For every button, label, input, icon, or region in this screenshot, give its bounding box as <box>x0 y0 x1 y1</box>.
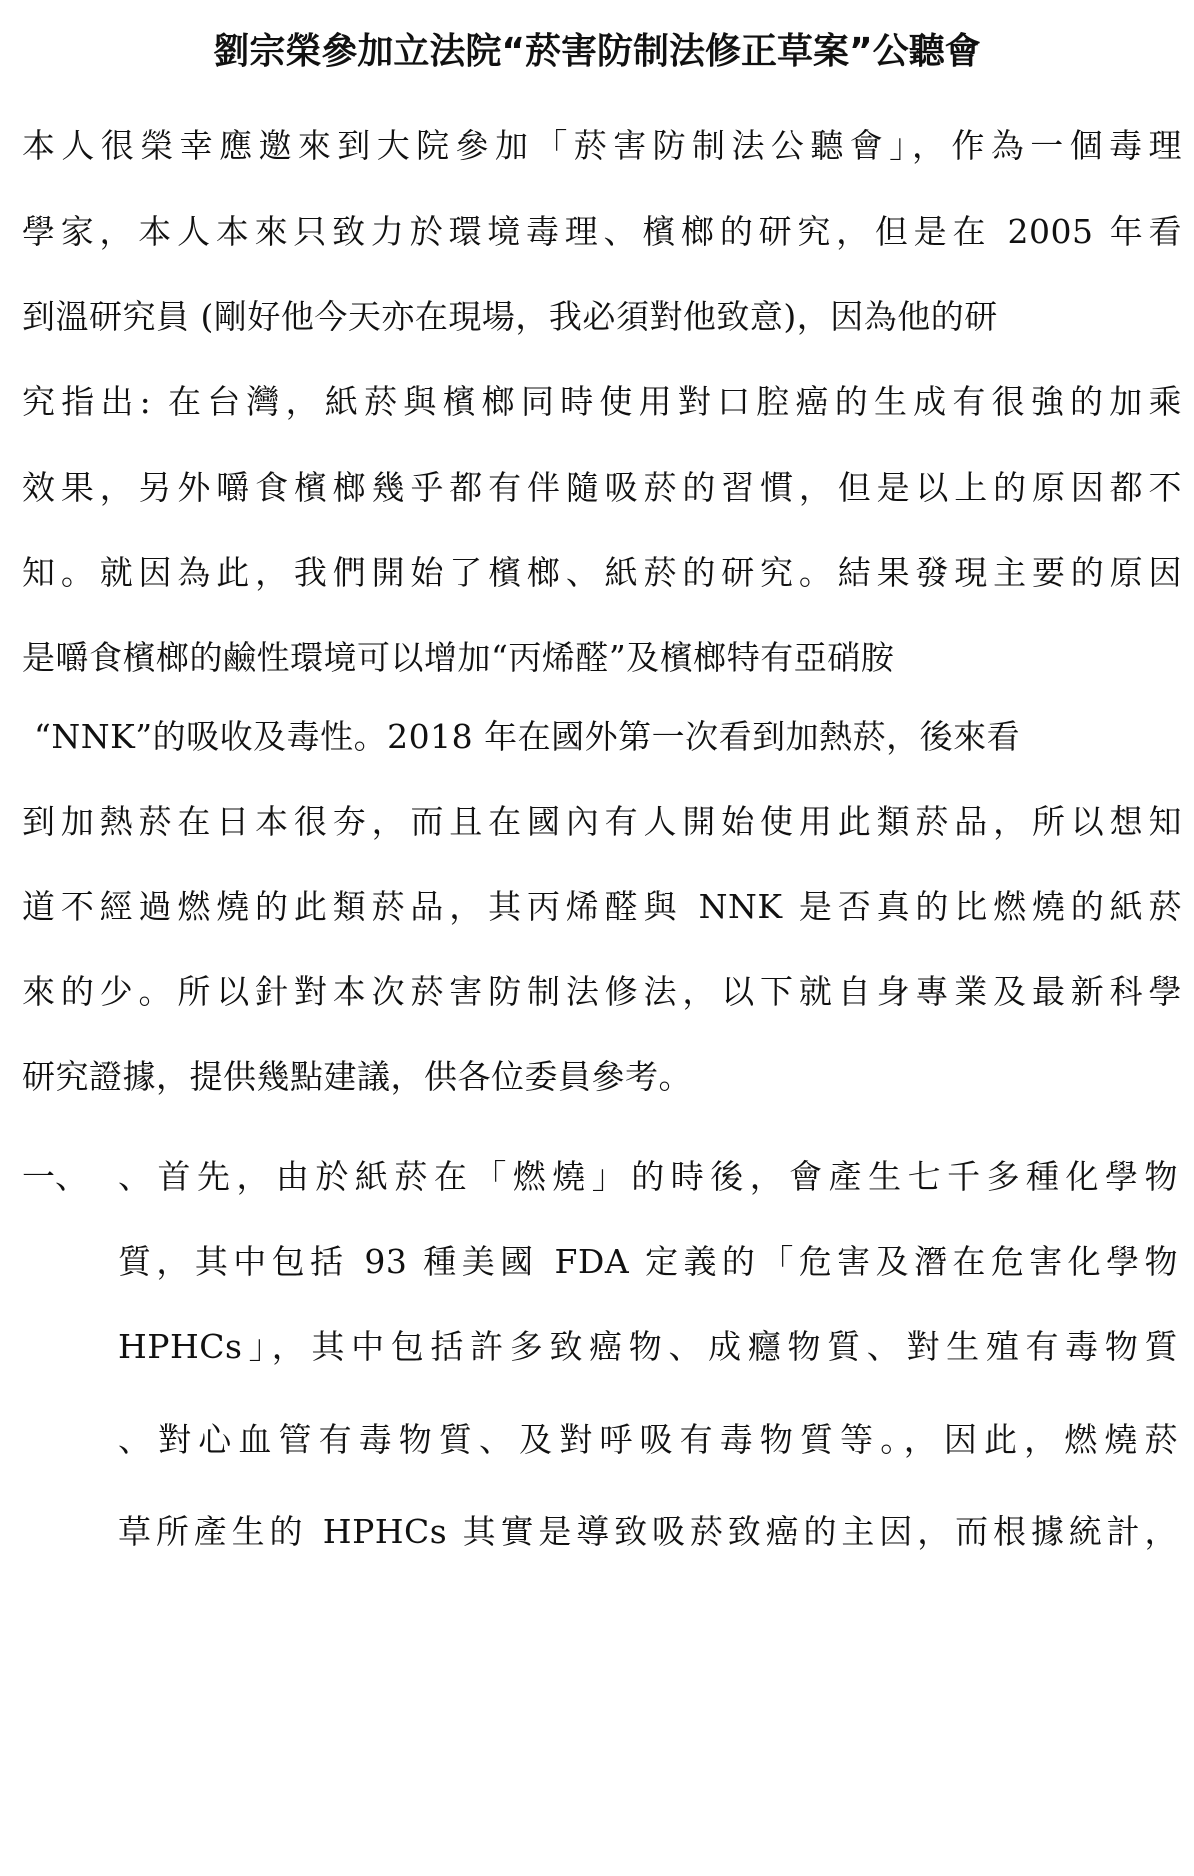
item-1-line-5: 草所產生的 HPHCs 其實是導致吸菸致癌的主因，而根據統計， <box>118 1512 1178 1551</box>
intro-line-12: 研究證據，提供幾點建議，供各位委員參考。 <box>22 1057 692 1096</box>
intro-line-6: 知。就因為此，我們開始了檳榔、紙菸的研究。結果發現主要的原因 <box>22 553 1182 592</box>
item-1-line-2: 質，其中包括 93 種美國 FDA 定義的「危害及潛在危害化學物 <box>118 1242 1178 1281</box>
intro-line-4: 究指出: 在台灣，紙菸與檳榔同時使用對口腔癌的生成有很強的加乘 <box>22 382 1182 421</box>
intro-line-9: 到加熱菸在日本很夯，而且在國內有人開始使用此類菸品，所以想知 <box>22 802 1182 841</box>
intro-line-5: 效果，另外嚼食檳榔幾乎都有伴隨吸菸的習慣，但是以上的原因都不 <box>22 468 1182 507</box>
item-1-line-3: HPHCs」，其中包括許多致癌物、成癮物質、對生殖有毒物質 <box>118 1327 1178 1366</box>
item-1-number: 一、 <box>22 1157 88 1196</box>
intro-line-3: 到溫研究員 (剛好他今天亦在現場，我必須對他致意)，因為他的研 <box>22 297 998 336</box>
item-1-line-1: 、首先，由於紙菸在「燃燒」的時後，會產生七千多種化學物 <box>118 1157 1178 1196</box>
page-title: 劉宗榮參加立法院“菸害防制法修正草案”公聽會 <box>213 31 981 72</box>
item-1-line-4: 、對心血管有毒物質、及對呼吸有毒物質等。，因此，燃燒菸 <box>118 1420 1178 1459</box>
intro-line-8: “NNK”的吸收及毒性。2018 年在國外第一次看到加熱菸，後來看 <box>34 717 1021 756</box>
intro-line-2: 學家，本人本來只致力於環境毒理、檳榔的研究，但是在 2005 年看 <box>22 212 1182 251</box>
intro-line-10: 道不經過燃燒的此類菸品，其丙烯醛與 NNK 是否真的比燃燒的紙菸 <box>22 887 1182 926</box>
intro-line-7: 是嚼食檳榔的鹼性環境可以增加“丙烯醛”及檳榔特有亞硝胺 <box>22 638 895 677</box>
intro-line-1: 本人很榮幸應邀來到大院參加「菸害防制法公聽會」，作為一個毒理 <box>22 126 1182 165</box>
intro-line-11: 來的少。所以針對本次菸害防制法修法，以下就自身專業及最新科學 <box>22 972 1182 1011</box>
